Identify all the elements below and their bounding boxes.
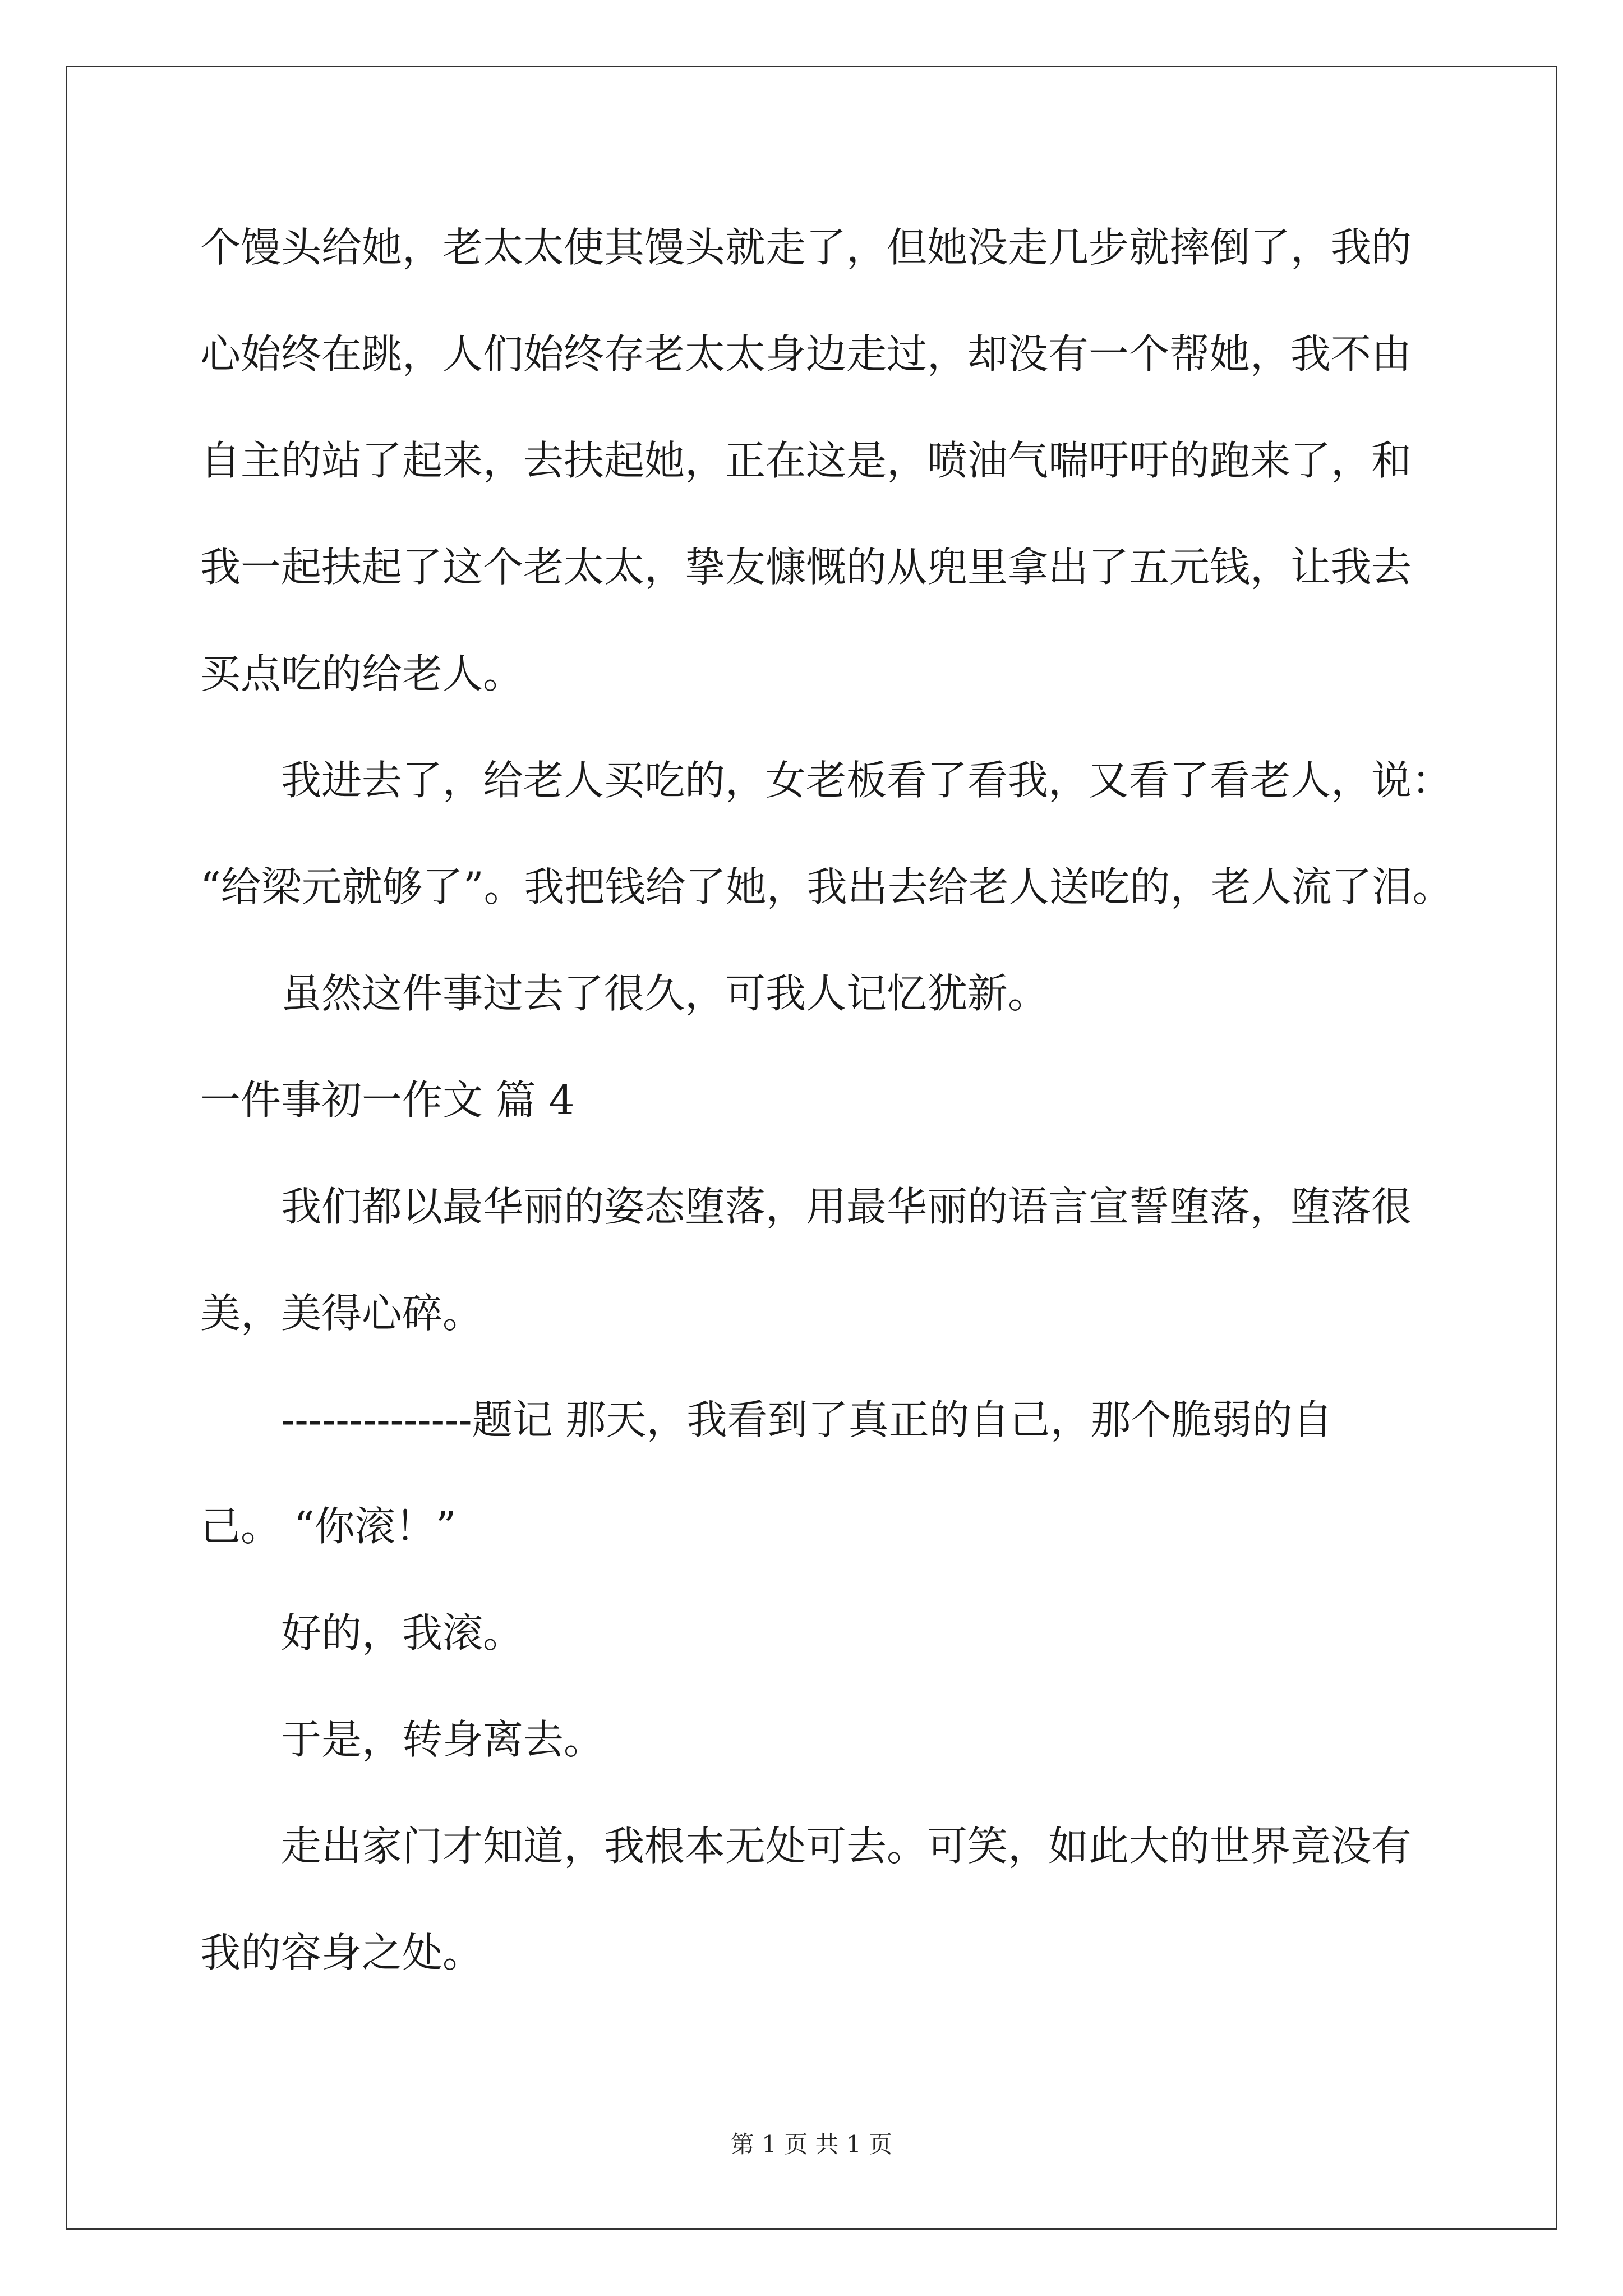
paragraph-start-line: 于是，转身离去。: [281, 1716, 605, 1763]
text-line: 个馒头给她，老太太使其馒头就走了，但她没走几步就摔倒了，我的: [200, 224, 1412, 271]
paragraph-start-line: 我进去了，给老人买吃的，女老板看了看我，又看了看老人，说：: [281, 757, 1453, 804]
paragraph-start-line: 虽然这件事过去了很久，可我人记忆犹新。: [281, 970, 1049, 1017]
paragraph-start-line: 我们都以最华丽的姿态堕落，用最华丽的语言宣誓堕落，堕落很: [281, 1183, 1412, 1230]
paragraph-start-line: --------------题记 那天，我看到了真正的自己，那个脆弱的自: [281, 1396, 1333, 1443]
text-line: “给梁元就够了”。我把钱给了她，我出去给老人送吃的，老人流了泪。: [200, 863, 1453, 910]
page-footer: 第 1 页 共 1 页: [730, 2131, 893, 2158]
paragraph-start-line: 走出家门才知道，我根本无处可去。可笑，如此大的世界竟没有: [281, 1823, 1412, 1870]
section-heading: 一件事初一作文 篇 4: [200, 1076, 575, 1124]
paragraph-start-line: 好的，我滚。: [281, 1609, 524, 1657]
text-line: 买点吃的给老人。: [200, 650, 524, 697]
text-line: 美，美得心碎。: [200, 1290, 483, 1337]
text-line: 我一起扶起了这个老太太，挚友慷慨的从兜里拿出了五元钱，让我去: [200, 544, 1412, 591]
text-line: 心始终在跳，人们始终存老太太身边走过，却没有一个帮她，我不由: [200, 330, 1412, 378]
text-line: 我的容身之处。: [200, 1929, 483, 1976]
page-border: [66, 66, 1557, 2230]
text-line: 己。 “你滚！”: [200, 1503, 457, 1550]
text-line: 自主的站了起来，去扶起她，正在这是，喷油气喘吁吁的跑来了，和: [200, 437, 1412, 484]
